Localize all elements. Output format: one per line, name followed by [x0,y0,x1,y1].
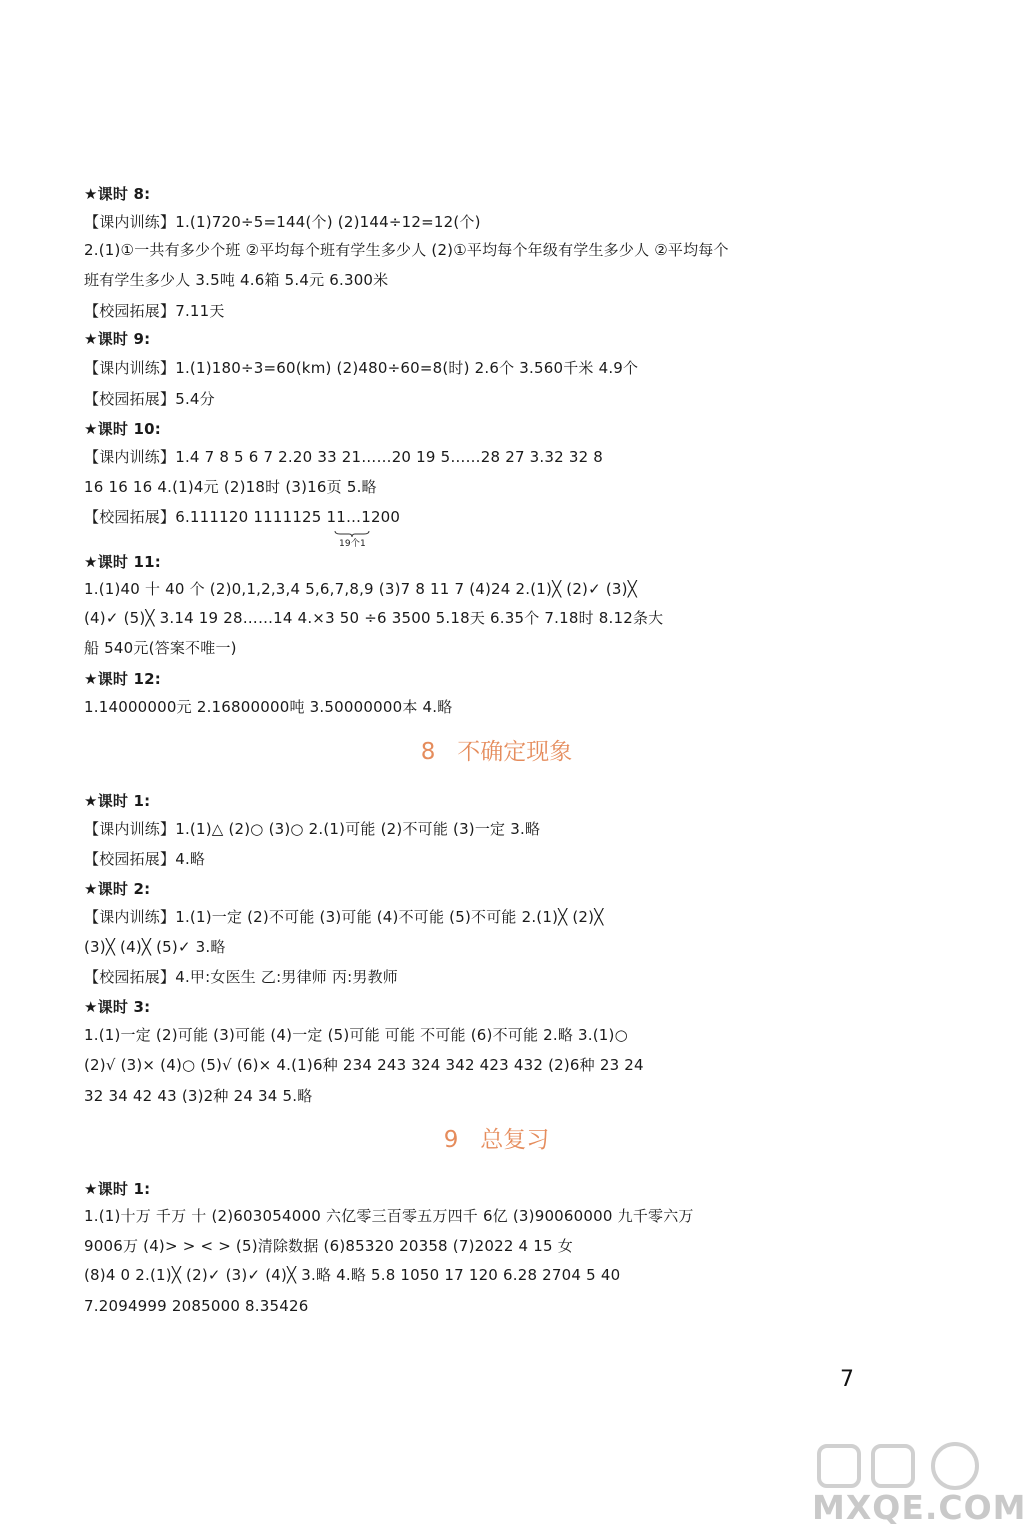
ch8-lesson-3-line-2: (2)√ (3)× (4)○ (5)√ (6)× 4.(1)6种 234 243 324 342 423 432 (2)6种 23 24 [84,1056,644,1074]
ch8-lesson-2-line-2: (3)╳ (4)╳ (5)✓ 3.略 [84,938,226,956]
ch8-lesson-1-line-2: 【校园拓展】4.略 [84,850,206,868]
lesson-10-line-3: 【校园拓展】6.111120 1111125 11…1200 [84,508,401,526]
ch9-lesson-1-heading: ★课时 1: [84,1180,151,1198]
ch8-lesson-2-line-3: 【校园拓展】4.甲:女医生 乙:男律师 丙:男教师 [84,968,399,986]
ch8-lesson-2-heading: ★课时 2: [84,880,151,898]
lesson-8-heading: ★课时 8: [84,185,151,203]
chapter-8-title: 8 不确定现象 [420,739,573,765]
lesson-11-line-3: 船 540元(答案不唯一) [84,639,237,657]
lesson-10-heading: ★课时 10: [84,420,161,438]
lesson-9-line-1: 【课内训练】1.(1)180÷3=60(km) (2)480÷60=8(时) 2.6个 3.560千米 4.9个 [84,359,639,377]
lesson-8-line-3: 班有学生多少人 3.5吨 4.6箱 5.4元 6.300米 [84,271,389,289]
watermark-text: MXQE.COM [812,1488,1027,1527]
lesson-9-line-2: 【校园拓展】5.4分 [84,390,215,408]
ch9-lesson-1-line-1: 1.(1)十万 千万 十 (2)603054000 六亿零三百零五万四千 6亿 (3)90060000 九千零六万 [84,1207,694,1225]
lesson-11-heading: ★课时 11: [84,553,161,571]
ch8-lesson-1-line-1: 【课内训练】1.(1)△ (2)○ (3)○ 2.(1)可能 (2)不可能 (3)一定 3.略 [84,820,541,838]
lesson-11-line-1: 1.(1)40 十 40 个 (2)0,1,2,3,4 5,6,7,8,9 (3)7 8 11 7 (4)24 2.(1)╳ (2)✓ (3)╳ [84,580,637,598]
page-number: 7 [840,1367,854,1392]
lesson-12-heading: ★课时 12: [84,670,161,688]
ch8-lesson-2-line-1: 【课内训练】1.(1)一定 (2)不可能 (3)可能 (4)不可能 (5)不可能 2.(1)╳ (2)╳ [84,908,604,926]
lesson-8-line-4: 【校园拓展】7.11天 [84,302,225,320]
lesson-11-line-2: (4)✓ (5)╳ 3.14 19 28……14 4.×3 50 ÷6 3500 5.18天 6.35个 7.18时 8.12条大 [84,609,664,627]
lesson-10-line-2: 16 16 16 4.(1)4元 (2)18时 (3)16页 5.略 [84,478,377,496]
ch9-lesson-1-line-4: 7.2094999 2085000 8.35426 [84,1297,309,1315]
lesson-8-line-2: 2.(1)①一共有多少个班 ②平均每个班有学生多少人 (2)①平均每个年级有学生多少人 ②平均每个 [84,241,729,259]
lesson-12-line-1: 1.14000000元 2.16800000吨 3.50000000本 4.略 [84,698,453,716]
ch8-lesson-3-heading: ★课时 3: [84,998,151,1016]
underbrace-icon [334,530,370,538]
chapter-9-title: 9 总复习 [443,1127,550,1153]
ch8-lesson-1-heading: ★课时 1: [84,792,151,810]
ch8-lesson-3-line-1: 1.(1)一定 (2)可能 (3)可能 (4)一定 (5)可能 可能 不可能 (6)不可能 2.略 3.(1)○ [84,1026,628,1044]
brace-label: 19个1 [339,539,366,549]
lesson-8-line-1: 【课内训练】1.(1)720÷5=144(个) (2)144÷12=12(个) [84,213,481,231]
ch9-lesson-1-line-3: (8)4 0 2.(1)╳ (2)✓ (3)✓ (4)╳ 3.略 4.略 5.8 1050 17 120 6.28 2704 5 40 [84,1266,621,1284]
ch9-lesson-1-line-2: 9006万 (4)> > < > (5)清除数据 (6)85320 20358 (7)2022 4 15 女 [84,1237,573,1255]
lesson-9-heading: ★课时 9: [84,330,151,348]
lesson-10-line-1: 【课内训练】1.4 7 8 5 6 7 2.20 33 21……20 19 5……28 27 3.32 32 8 [84,448,604,466]
ch8-lesson-3-line-3: 32 34 42 43 (3)2种 24 34 5.略 [84,1087,313,1105]
